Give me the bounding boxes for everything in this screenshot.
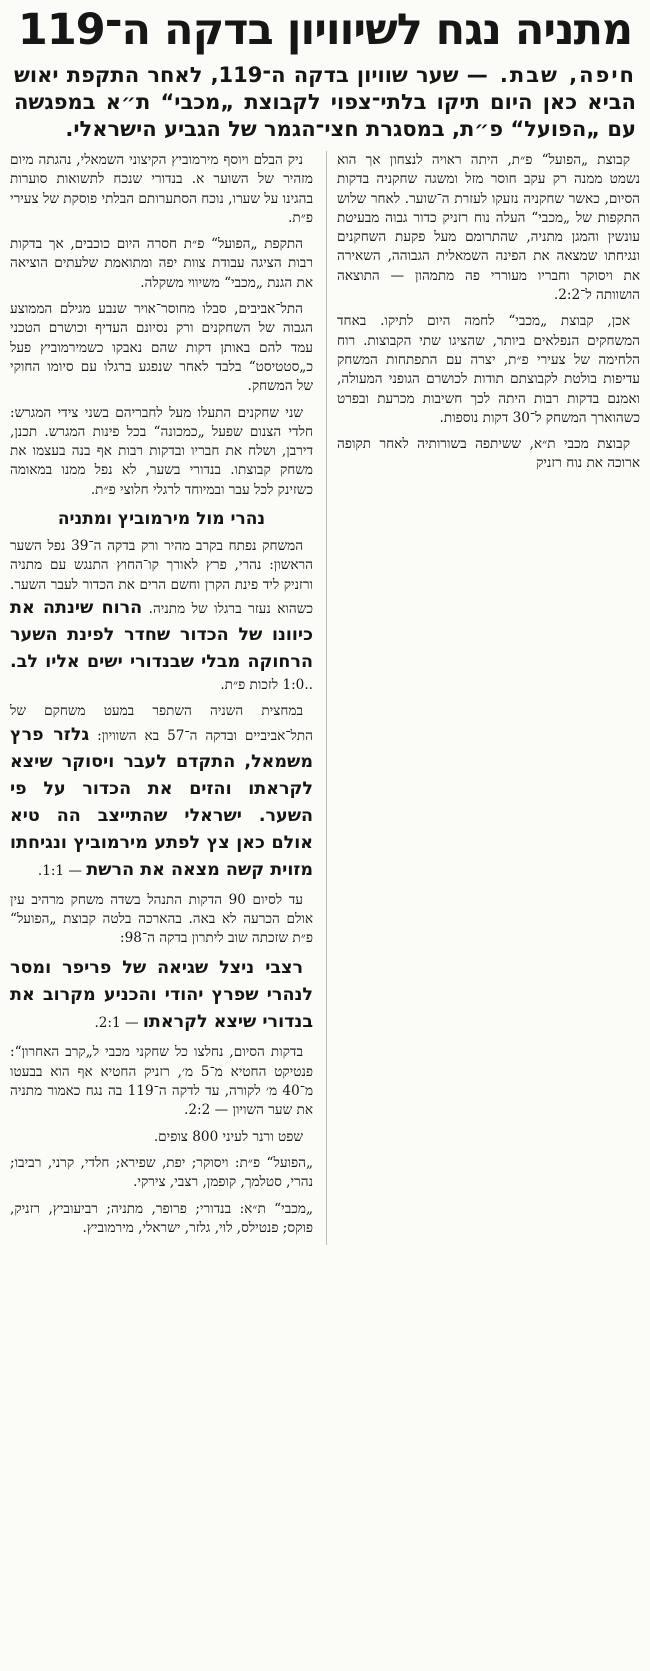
article-columns xyxy=(10,151,640,1245)
body-paragraph: קבוצת מכבי ת״א, ששיתפה בשורותיה לאחר תקופה ארוכה את נוח רזניק xyxy=(337,436,640,472)
highlight-text: הרוח שינתה את כיוונו של הכדור שחדר לפינת השער הרחוקה מבלי שבנדורי ישים אליו לב. xyxy=(10,597,313,672)
body-paragraph: בדקות הסיום, נחלצו כל שחקני מכבי ל„קרב האחרון“: פנטיקט החטיא מ־5 מ׳, רזניק החטיא אף הוא בבעטו מ־40 מ׳ לקורה, עד לדקה ה־119 בה נגח כאמור מתניה את שער השויון — 2:2. xyxy=(10,1044,313,1119)
highlight-text: גלזר פרץ משמאל, התקדם לעבר ויסוקר שיצא לקראתו והזים את הכדור על פי השער. ישראלי שהתייצב הה טיא אולם כאן צץ לפתע מירמוביץ ונגיחתו מזוית קשה מצאה את הרשת xyxy=(10,724,313,880)
lead-paragraph xyxy=(14,62,636,143)
lineup-maccabi: „מכבי“ ת״א: בנדורי; פרופר, מתניה; רביעוביץ, רזניק, פוקס; פנטילס, לוי, גלזר, ישראלי, מירמוביץ. xyxy=(10,1200,313,1236)
score-text: — 1:1. xyxy=(37,862,82,879)
referee-line: שפט ורנר לעיני 800 צופים. xyxy=(153,1128,303,1145)
lineup-hapoel: „הפועל“ פ״ת: ויסוקר; יפת, שפירא; חלדי, קרני, רביבו; נהרי, סטלמך, קופמן, רצבי, צירקי. xyxy=(10,1154,313,1191)
dateline: חיפה, שבת. — xyxy=(466,63,636,87)
body-paragraph: שני שחקנים התעלו מעל לחבריהם בשני צידי המגרש: חלדי הצנום שפעל „כמכונה“ בכל פינות המגרש. תכנן, דירבן, ושלח את חבריו ובדקות רבות אף בנה בעצמו את משחק קבוצתו. בנדורי בשער, לא נפל ממנו במאומה כשזינק לכל עבר ובמיוחד לרגלי חלוצי פ״ת. xyxy=(10,404,313,498)
body-paragraph: עד לסיום 90 הדקות התנהל בשדה משחק מרהיב עין אולם הכרעה לא באה. בהארכה בלטה קבוצת „הפועל“ פ״ת שזכתה שוב ליתרון בדקה ה־98: xyxy=(10,891,313,947)
body-paragraph: אכן, קבוצת „מכבי“ לחמה היום לתיקו. באחד המשחקים הנפלאים ביותר, שהציגו שתי הקבוצות. רוח הלחימה של צעירי פ״ת, יצרה עם התפתחות המשחק עדיפות בולטת לקבוצתם תודות לכושרם הגופני המעולה, ואמנם בדקות רבות היתה לכך חשיבות מכרעת ובפרט כשהוארך המשחק ל־30 דקות נוספות. xyxy=(337,313,640,426)
body-text: במחצית השניה השתפר במעט משחקם של התל־אביביים ובדקה ה־57 בא השוויון: xyxy=(10,703,313,744)
score-text: — 2:1. xyxy=(94,1015,139,1032)
left-column xyxy=(10,151,313,1245)
body-paragraph xyxy=(10,537,313,695)
section-subheading: נהרי מול מירמוביץ ומתניה xyxy=(57,509,266,530)
score-text: ..1:0 לזכות פ״ת. xyxy=(220,676,313,693)
headline: מתניה נגח לשיוויון בדקה ה־119 xyxy=(17,5,633,55)
body-paragraph: ניק הבלם ויוסף מירמוביץ הקיצוני השמאלי, נהגתה מיום מזהיר של השוער א. בנדורי שנכח לתשואות סוערות בהגינו על שערו, נוכח הסתערותם הבלתי פוסקת של צעירי פ״ת. xyxy=(10,152,313,226)
body-paragraph: קבוצת „הפועל“ פ״ת, היתה ראויה לנצחון אך הוא נשמט ממנה רק עקב חוסר מזל ומשגה שחקניה בדקות הסיום, כאשר שחקניה נזעקו לעזרת ה־שוער. לאחר שלוש התקפות של „מכבי“ העלה נוח רזניק כדור גבוה מבעיטת עונשין והמגן מתניה, שהתרומם מעל פקעת השחקנים ונגיחתו שמצאה את הפינה השמאלית הגבוהה, השאירה את ויסוקר וחבריו מעוררי פה מתמהון — התוצאה הושוותה ל־2:2. xyxy=(337,152,640,304)
news-article xyxy=(10,4,640,1245)
body-paragraph xyxy=(10,955,313,1036)
body-paragraph xyxy=(10,702,313,883)
highlight-text: רצבי ניצל שגיאה של פריפר ומסר לנהרי שפרץ יהודי והכניע מקרוב את בנדורי שיצא לקראתו xyxy=(10,958,313,1033)
body-paragraph: התקפת „הפועל“ פ״ת חסרה היום כוכבים, אך בדקות רבות הציגה עבודת צוות יפה ומתואמת שלעתים הוציאה את הגנת „מכבי“ משיווי משקלה. xyxy=(10,236,313,291)
body-paragraph: התל־אביבים, סבלו מחוסר־אויר שנבע מגילם הממוצע הגבוה של השחקנים ורק נסיונם העדיף וכושרם הטכני עמד להם באותן דקות שהם נאבקו כשמירמוביץ פעל כ„סטטיסט“ בלבד לאחר שנפגע ברגלו עם סיומו החוקי של המשחק. xyxy=(10,301,313,395)
right-column xyxy=(326,151,640,1245)
lead-text: שער שוויון בדקה ה־119, לאחר התקפת יאוש הביא כאן היום תיקו בלתי־צפוי לקבוצת „מכבי“ ת״א במפגשה עם „הפועל“ פ״ת, במסגרת חצי־הגמר של הגביע הישראלי. xyxy=(14,63,636,141)
body-text: המשחק נפתח בקרב מהיר ורק בדקה ה־39 נפל השער הראשון: נהרי, פרץ לאורך קו־החוץ התנגש עם מתניה ורזניק ליד פינת הקרן וחשם הרים את הכדור לעבר השער. כשהוא נעזר ברגלו של מתניה. xyxy=(10,538,313,617)
